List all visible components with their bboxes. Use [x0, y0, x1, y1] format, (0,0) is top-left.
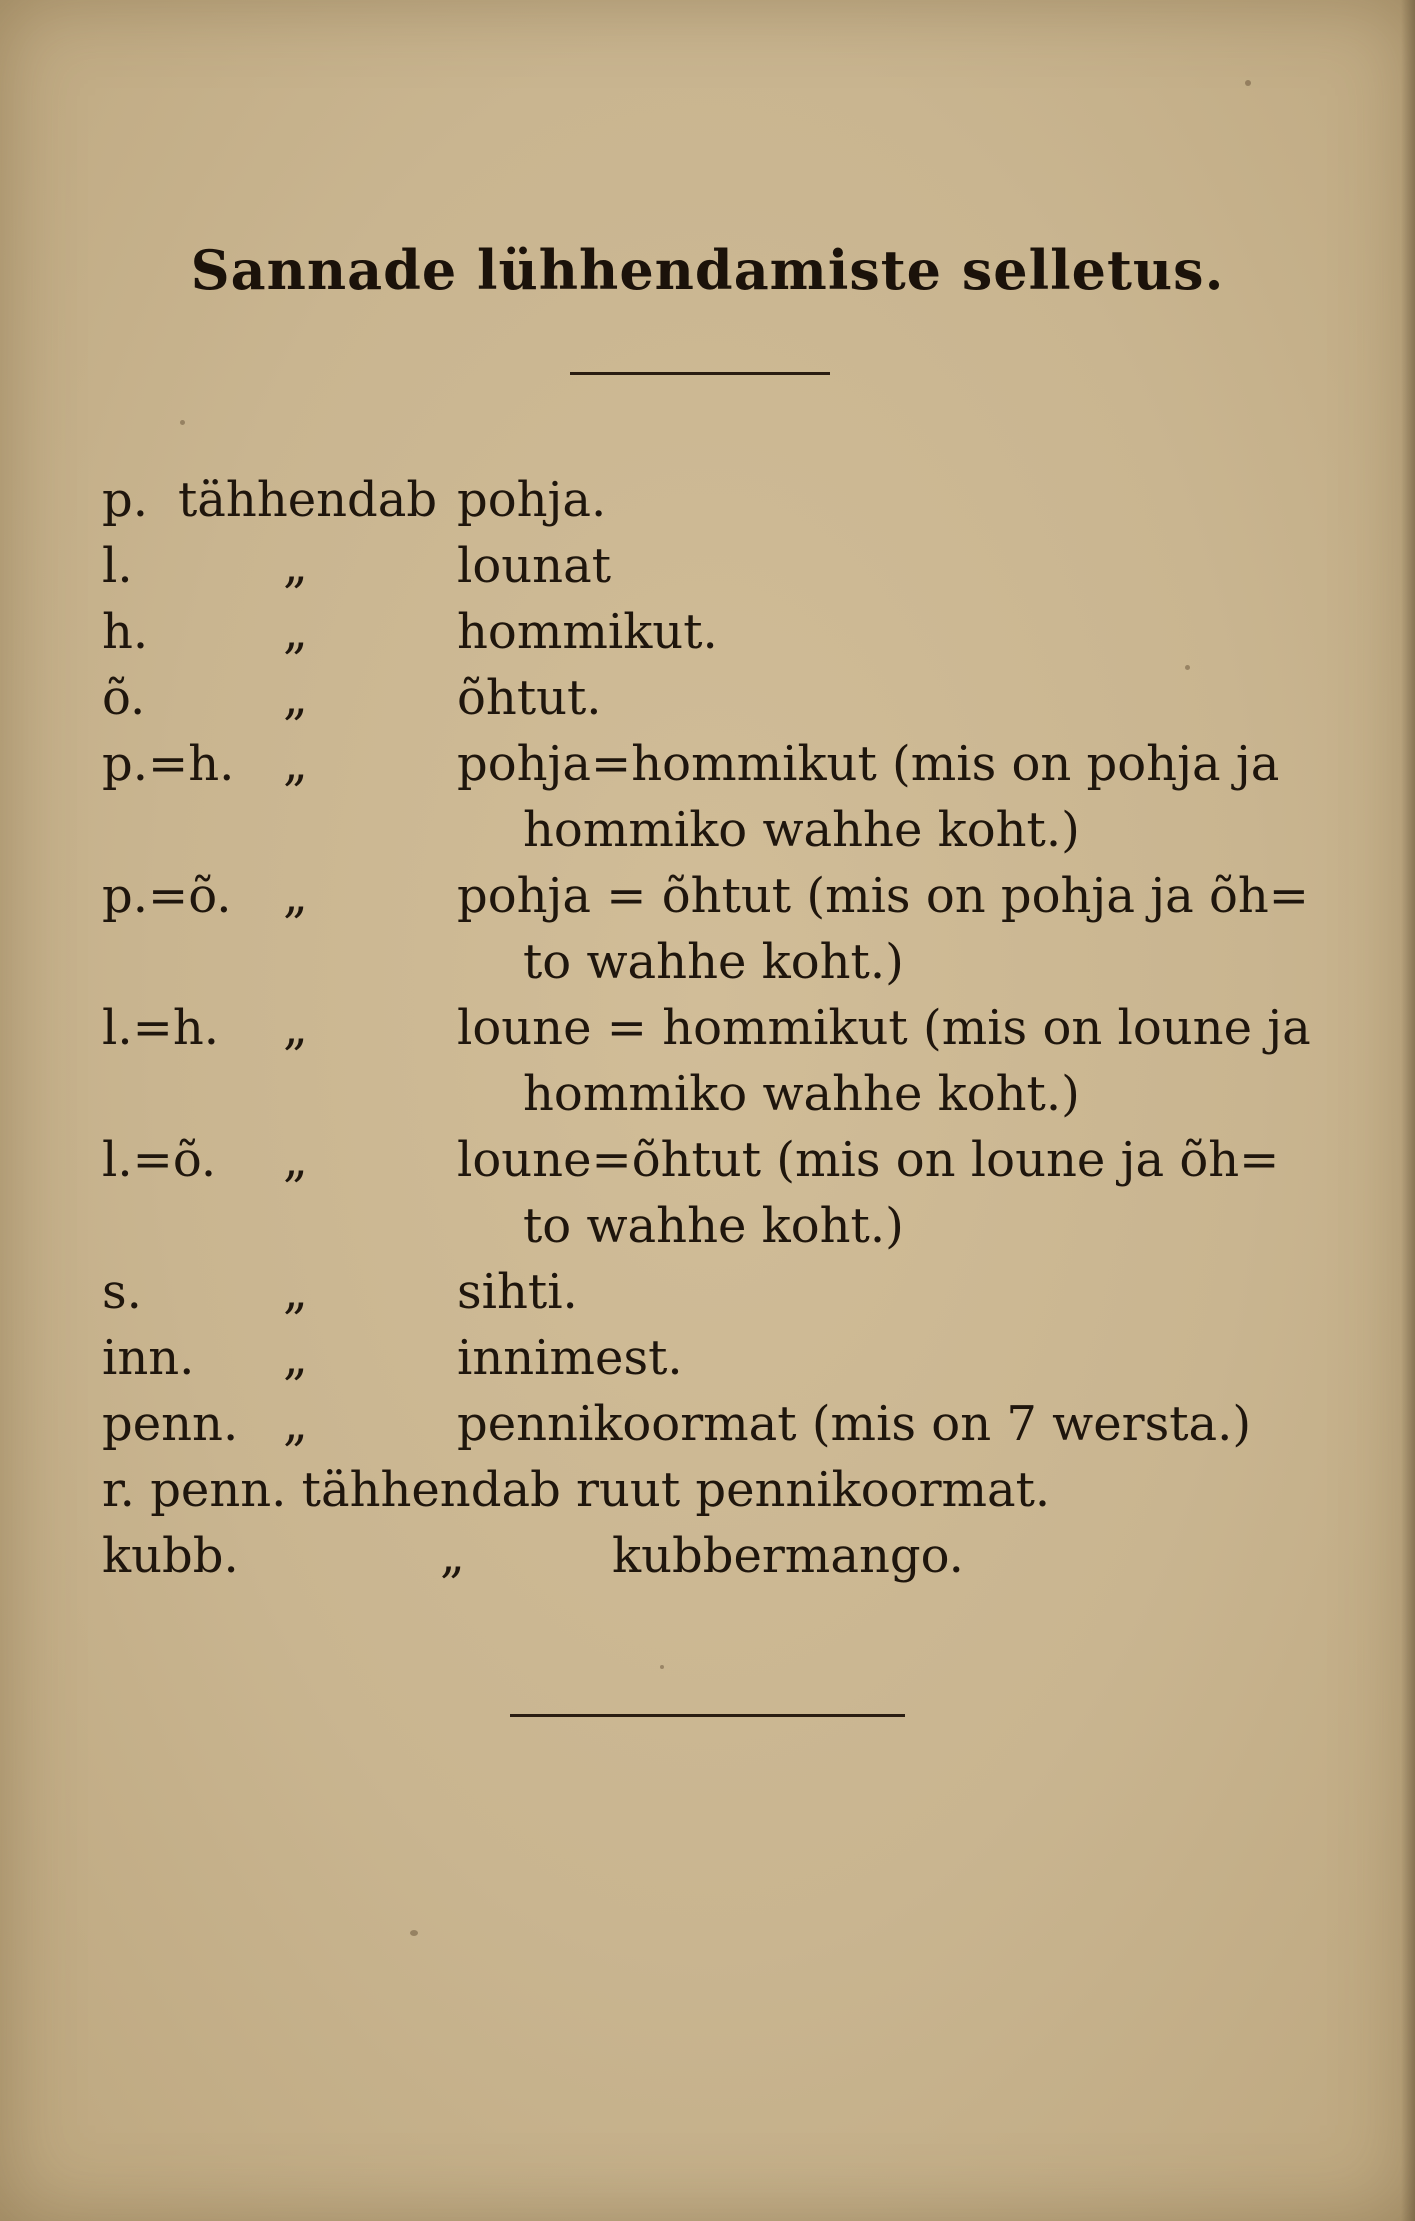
ditto-mark: „ — [283, 1396, 308, 1452]
means-word: tähhendab — [178, 472, 438, 528]
abbreviation: l.=õ. — [102, 1132, 217, 1188]
abbreviation-meaning: loune=õhtut (mis on loune ja õh= — [457, 1132, 1280, 1188]
meaning-continuation: hommiko wahhe koht.) — [523, 1066, 1080, 1122]
abbreviation-meaning: pohja=hommikut (mis on pohja ja — [457, 736, 1280, 792]
abbreviation: penn. — [102, 1396, 239, 1452]
abbreviation-meaning: pohja. — [457, 472, 607, 528]
paper-speck — [180, 420, 185, 425]
paper-speck — [410, 1930, 418, 1936]
ditto-mark: „ — [283, 670, 308, 726]
ditto-mark: „ — [283, 538, 308, 594]
ditto-mark: „ — [283, 604, 308, 660]
closing-rule — [510, 1714, 905, 1717]
abbreviation: l. — [102, 538, 133, 594]
meaning-continuation: hommiko wahhe koht.) — [523, 802, 1080, 858]
abbreviation: p. — [102, 472, 148, 528]
ditto-mark: „ — [283, 1000, 308, 1056]
paper-speck — [1245, 80, 1251, 86]
abbreviation: p.=h. — [102, 736, 235, 792]
abbreviation: p.=õ. — [102, 868, 232, 924]
abbreviation: õ. — [102, 670, 146, 726]
abbreviation: l.=h. — [102, 1000, 219, 1056]
paper-speck — [660, 1665, 664, 1669]
ditto-mark: „ — [283, 1132, 308, 1188]
abbreviation-meaning: pohja = õhtut (mis on pohja ja õh= — [457, 868, 1309, 924]
ditto-mark: „ — [440, 1528, 465, 1584]
abbreviation: inn. — [102, 1330, 195, 1386]
paper-speck — [1185, 665, 1190, 670]
abbreviation: s. — [102, 1264, 142, 1320]
abbreviation: h. — [102, 604, 149, 660]
abbreviation-meaning: kubbermango. — [612, 1528, 964, 1584]
abbreviation-meaning: hommikut. — [457, 604, 718, 660]
abbreviation-meaning: loune = hommikut (mis on loune ja — [457, 1000, 1311, 1056]
page-title: Sannade lühhendamiste selletus. — [190, 238, 1225, 302]
abbreviation-meaning: sihti. — [457, 1264, 578, 1320]
ditto-mark: „ — [283, 1264, 308, 1320]
ditto-mark: „ — [283, 736, 308, 792]
meaning-continuation: to wahhe koht.) — [523, 1198, 904, 1254]
ditto-mark: „ — [283, 1330, 308, 1386]
abbreviation-full-line: r. penn. tähhendab ruut pennikoormat. — [102, 1462, 1051, 1518]
abbreviation-meaning: õhtut. — [457, 670, 602, 726]
abbreviation-meaning: pennikoormat (mis on 7 wersta.) — [457, 1396, 1252, 1452]
abbreviation-meaning: innimest. — [457, 1330, 683, 1386]
abbreviation-meaning: lounat — [457, 538, 611, 594]
abbreviation: kubb. — [102, 1528, 239, 1584]
page-edge-shadow — [1401, 0, 1415, 2221]
meaning-continuation: to wahhe koht.) — [523, 934, 904, 990]
ditto-mark: „ — [283, 868, 308, 924]
title-rule — [570, 372, 830, 375]
